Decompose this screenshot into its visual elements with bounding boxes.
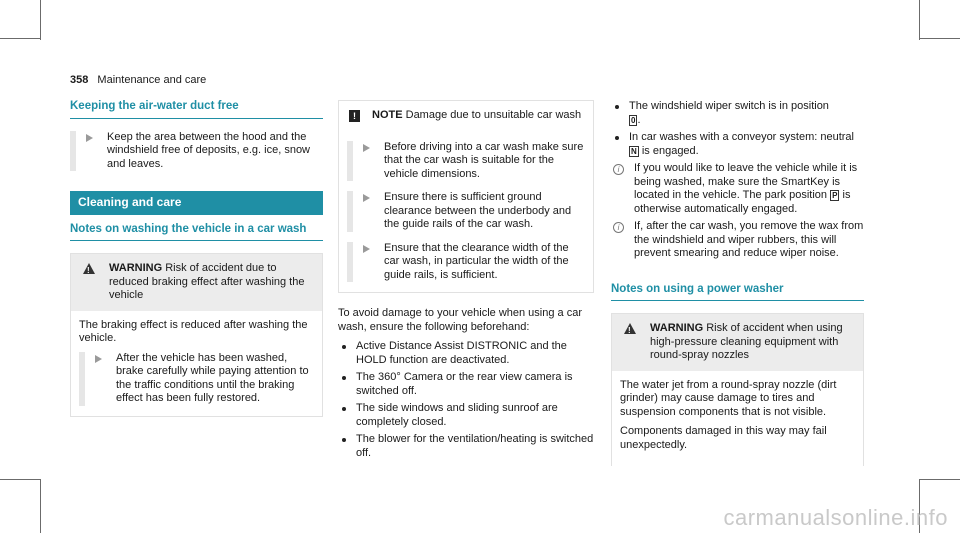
watermark: carmanualsonline.info (723, 505, 948, 530)
list-item: The windshield wiper switch is in position 0 . (611, 100, 864, 127)
warning-icon (624, 323, 636, 334)
neutral-symbol: N (631, 146, 637, 156)
bullet-icon (342, 407, 346, 411)
bullet-list (611, 100, 864, 158)
arrow-icon (363, 144, 370, 152)
crop-mark (919, 0, 920, 40)
section-heading: Notes on washing the vehicle in a car wash (70, 223, 323, 242)
warning-body (71, 311, 322, 416)
info-note: i If you would like to leave the vehicle while it is being washed, make sure the SmartKey is located in the vehicle. The park position P is otherwise automatically engaged. (611, 162, 864, 216)
list-item: The blower for the ventilation/heating is switched off. (338, 433, 594, 460)
note-body (339, 131, 593, 293)
warning-header (71, 254, 322, 311)
bullet-list (338, 340, 594, 460)
bullet-icon (342, 376, 346, 380)
crop-mark (0, 479, 40, 480)
instruction-step (347, 141, 585, 182)
bullet-icon (615, 105, 619, 109)
warning-label: WARNING (650, 322, 704, 334)
list-item: In car washes with a conveyor system: neutral N is engaged. (611, 131, 864, 158)
instruction-step (70, 131, 323, 172)
intro-text: To avoid damage to your vehicle when using a car wash, ensure the following beforehand: (338, 307, 582, 333)
column-3 (611, 100, 864, 466)
warning-box (611, 313, 864, 466)
warning-header (612, 314, 863, 371)
park-symbol: P (832, 191, 838, 200)
crop-mark (40, 0, 41, 40)
list-item: The side windows and sliding sunroof are completely closed. (338, 402, 594, 429)
info-icon: i (613, 222, 624, 233)
crop-mark (0, 38, 40, 39)
step-text: After the vehicle has been washed, brake carefully while paying attention to the traffic conditions until the braking effect has been fully restored. (116, 351, 309, 404)
arrow-icon (363, 194, 370, 202)
warning-body-text: The braking effect is reduced after washing the vehicle. (79, 318, 308, 344)
note-icon: ! (349, 110, 360, 122)
page-number: 358 (70, 74, 89, 86)
instruction-step (347, 242, 585, 283)
note-label: NOTE (372, 109, 403, 121)
info-icon: i (613, 164, 624, 175)
note-box (338, 100, 594, 293)
warning-icon (83, 263, 95, 274)
arrow-icon (95, 355, 102, 363)
section-heading: Notes on using a power washer (611, 283, 864, 302)
bullet-icon (342, 345, 346, 349)
info-note (611, 220, 864, 261)
step-text: Before driving into a car wash make sure that the car wash is suitable for the vehicle dimensions. (384, 140, 584, 180)
crop-mark (920, 479, 960, 480)
arrow-icon (363, 245, 370, 253)
bullet-icon (615, 136, 619, 140)
instruction-step (79, 352, 314, 406)
column-2 (338, 100, 594, 464)
arrow-icon (86, 134, 93, 142)
info-text: If, after the car wash, you remove the wax from the windshield and wiper rubbers, this will prevent smearing and reduce wiper noise. (634, 220, 864, 259)
list-item: The 360° Camera or the rear view camera is switched off. (338, 371, 594, 398)
instruction-step (347, 191, 585, 232)
warning-body-text: The water jet from a round-spray nozzle (dirt grinder) may cause damage to tires and suspension components that is not visible. (620, 378, 837, 418)
section-title: Maintenance and care (97, 74, 207, 86)
warning-body-text: Components damaged in this way may fail unexpectedly. (620, 425, 827, 451)
warning-body (612, 371, 863, 467)
crop-mark (40, 479, 41, 533)
column-1 (70, 100, 323, 417)
warning-text: Risk of accident due to reduced braking effect after washing the vehicle (109, 262, 305, 301)
step-text: Keep the area between the hood and the windshield free of deposits, e.g. ice, snow and leaves. (107, 130, 311, 170)
section-heading: Keeping the air-water duct free (70, 100, 323, 119)
step-text: Ensure that the clearance width of the car wash, in particular the width of the guide rails, is sufficient. (384, 241, 569, 281)
note-header (339, 101, 593, 131)
warning-label: WARNING (109, 262, 163, 274)
warning-text: Risk of accident when using high-pressure cleaning equipment with round-spray nozzles (650, 322, 843, 361)
step-text: Ensure there is sufficient ground clearance between the underbody and the guide rails of the car wash. (384, 191, 572, 230)
warning-box (70, 253, 323, 417)
wiper-position-symbol: 0 (631, 115, 636, 125)
bullet-icon (342, 438, 346, 442)
page-header (70, 74, 206, 86)
list-item: Active Distance Assist DISTRONIC and the HOLD function are deactivated. (338, 340, 594, 367)
note-text: Damage due to unsuitable car wash (405, 109, 582, 121)
chapter-band: Cleaning and care (70, 191, 323, 215)
crop-mark (920, 38, 960, 39)
